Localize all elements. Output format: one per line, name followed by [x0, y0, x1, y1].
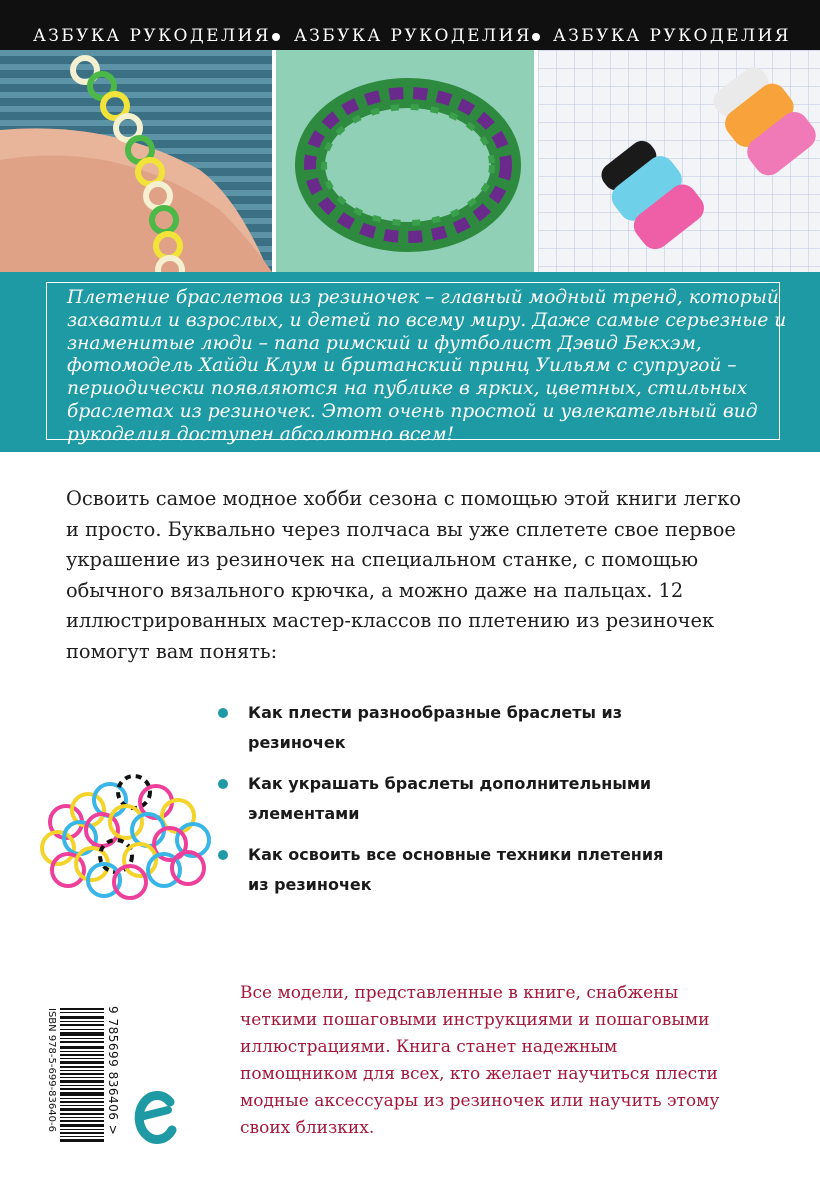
list-item — [218, 769, 778, 829]
series-bar — [0, 0, 820, 50]
isbn-text: ISBN 978-5-699-83640-6 — [46, 1008, 57, 1132]
rubber-bands-illustration — [38, 770, 218, 900]
list-item-text: Как украшать браслеты дополнительными элементами — [248, 774, 652, 823]
feature-list — [218, 698, 778, 911]
publisher-e-logo-icon — [130, 1080, 180, 1150]
list-item-text: Как плести разнообразные браслеты из резиночек — [248, 703, 623, 752]
barcode-digits-text: 9 785699 836406 > — [106, 1006, 120, 1136]
intro-text: Плетение браслетов из резиночек – главный модный тренд, который захватил и взрослых, и детей по всему миру. Даже самые серьезные и знаменитые люди – папа римский и футболист Дэвид Бекхэм, фотомодель Хайди Клум и британский принц Уильям с супругой – периодически появляются на публике в ярких, цветных, стильных браслетах из резиночек. Этот очень простой и увлекательный вид рукоделия доступен абсолютно всем! — [67, 287, 787, 445]
separator-dot — [272, 33, 280, 41]
photo-strip — [0, 50, 820, 272]
photo-bracelet-on-wrist — [0, 50, 272, 272]
series-title: АЗБУКА РУКОДЕЛИЯ — [294, 26, 532, 46]
bullet-dot-icon — [218, 779, 228, 789]
separator-dot — [532, 33, 540, 41]
barcode-digits — [106, 1006, 120, 1156]
bullet-dot-icon — [218, 708, 228, 718]
series-title: АЗБУКА РУКОДЕЛИЯ — [553, 26, 791, 46]
list-item-text: Как освоить все основные техники плетения из резиночек — [248, 845, 664, 894]
photo-green-purple-bracelet — [276, 50, 534, 272]
closing-note: Все модели, представленные в книге, снабжены четкими пошаговыми инструкциями и пошаговыми иллюстрациями. Книга станет надежным помощником для всех, кто желает научиться плести модные аксессуары из резиночек или научить этому своих близких. — [240, 983, 720, 1138]
isbn-number — [43, 1008, 57, 1150]
bullet-dot-icon — [218, 850, 228, 860]
description-paragraph: Освоить самое модное хобби сезона с помощью этой книги легко и просто. Буквально через полчаса вы уже сплетете свое первое украшение из резиночек на специальном станке, с помощью обычного вязального крючка, а можно даже на пальцах. 12 иллюстрированных мастер-классов по плетению из резиночек помогут вам понять: — [66, 487, 742, 663]
series-title: АЗБУКА РУКОДЕЛИЯ — [33, 26, 271, 46]
photo-rubber-band-penguins — [538, 50, 820, 272]
list-item — [218, 840, 778, 900]
list-item — [218, 698, 778, 758]
